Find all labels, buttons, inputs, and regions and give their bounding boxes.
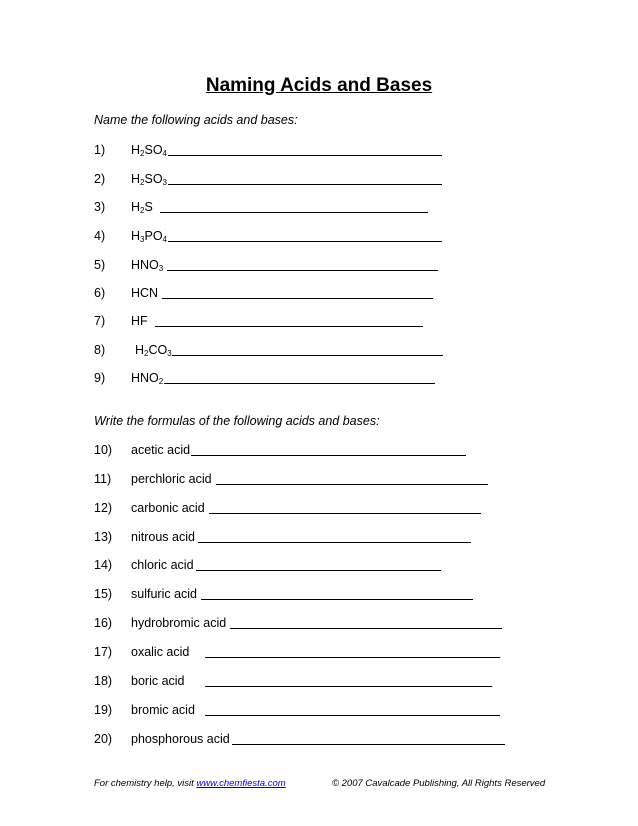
- acid-name: bromic acid: [131, 703, 195, 717]
- chemical-formula: $HNO_3$: [131, 258, 164, 273]
- answer-blank[interactable]: [168, 155, 442, 156]
- answer-blank[interactable]: [167, 270, 438, 271]
- chemical-formula: $H_2SO_3$: [131, 172, 167, 187]
- answer-blank[interactable]: [168, 184, 442, 185]
- acid-name: boric acid: [131, 674, 185, 688]
- item-number: 3): [94, 200, 106, 214]
- acid-name: sulfuric acid: [131, 587, 197, 601]
- chemical-formula: $HNO_2$: [131, 371, 164, 386]
- item-number: 20): [94, 732, 113, 746]
- item-number: 13): [94, 530, 113, 544]
- answer-blank[interactable]: [205, 715, 500, 716]
- acid-name: acetic acid: [131, 443, 191, 457]
- item-number: 7): [94, 314, 106, 328]
- item-number: 18): [94, 674, 113, 688]
- instruction-formulas: Write the formulas of the following acids and bases:: [94, 414, 380, 428]
- chemical-formula: HF: [131, 314, 148, 328]
- answer-blank[interactable]: [164, 383, 435, 384]
- answer-blank[interactable]: [191, 455, 466, 456]
- item-number: 11): [94, 472, 112, 486]
- item-number: 12): [94, 501, 113, 515]
- acid-name: chloric acid: [131, 558, 194, 572]
- answer-blank[interactable]: [198, 542, 471, 543]
- answer-blank[interactable]: [196, 570, 441, 571]
- answer-blank[interactable]: [216, 484, 488, 485]
- answer-blank[interactable]: [230, 628, 502, 629]
- answer-blank[interactable]: [201, 599, 473, 600]
- answer-blank[interactable]: [168, 241, 442, 242]
- footer-copyright: © 2007 Cavalcade Publishing, All Rights Reserved: [332, 778, 546, 789]
- footer-help: [94, 778, 286, 789]
- item-number: 6): [94, 286, 106, 300]
- chemical-formula: $H_2CO_3$: [135, 343, 172, 358]
- chemical-formula: $H_2S$: [131, 200, 153, 215]
- answer-blank[interactable]: [205, 686, 492, 687]
- answer-blank[interactable]: [232, 744, 505, 745]
- item-number: 1): [94, 143, 106, 157]
- item-number: 15): [94, 587, 113, 601]
- item-number: 9): [94, 371, 106, 385]
- acid-name: oxalic acid: [131, 645, 190, 659]
- answer-blank[interactable]: [155, 326, 423, 327]
- footer-help-text: For chemistry help, visit: [94, 778, 197, 789]
- item-number: 16): [94, 616, 113, 630]
- chemical-formula: $H_2SO_4$: [131, 143, 167, 158]
- item-number: 8): [94, 343, 106, 357]
- answer-blank[interactable]: [160, 212, 428, 213]
- chemical-formula: HCN: [131, 286, 159, 300]
- answer-blank[interactable]: [172, 355, 443, 356]
- chemfiesta-link[interactable]: www.chemfiesta.com: [196, 778, 286, 789]
- answer-blank[interactable]: [205, 657, 500, 658]
- acid-name: perchloric acid: [131, 472, 212, 486]
- item-number: 14): [94, 558, 113, 572]
- page-title: Naming Acids and Bases: [205, 75, 433, 96]
- item-number: 2): [94, 172, 106, 186]
- item-number: 4): [94, 229, 106, 243]
- item-number: 19): [94, 703, 113, 717]
- instruction-name: Name the following acids and bases:: [94, 113, 298, 127]
- acid-name: hydrobromic acid: [131, 616, 227, 630]
- item-number: 5): [94, 258, 106, 272]
- acid-name: carbonic acid: [131, 501, 205, 515]
- answer-blank[interactable]: [209, 513, 481, 514]
- item-number: 17): [94, 645, 113, 659]
- item-number: 10): [94, 443, 113, 457]
- chemical-formula: $H_3PO_4$: [131, 229, 167, 244]
- answer-blank[interactable]: [162, 298, 433, 299]
- acid-name: nitrous acid: [131, 530, 195, 544]
- acid-name: phosphorous acid: [131, 732, 230, 746]
